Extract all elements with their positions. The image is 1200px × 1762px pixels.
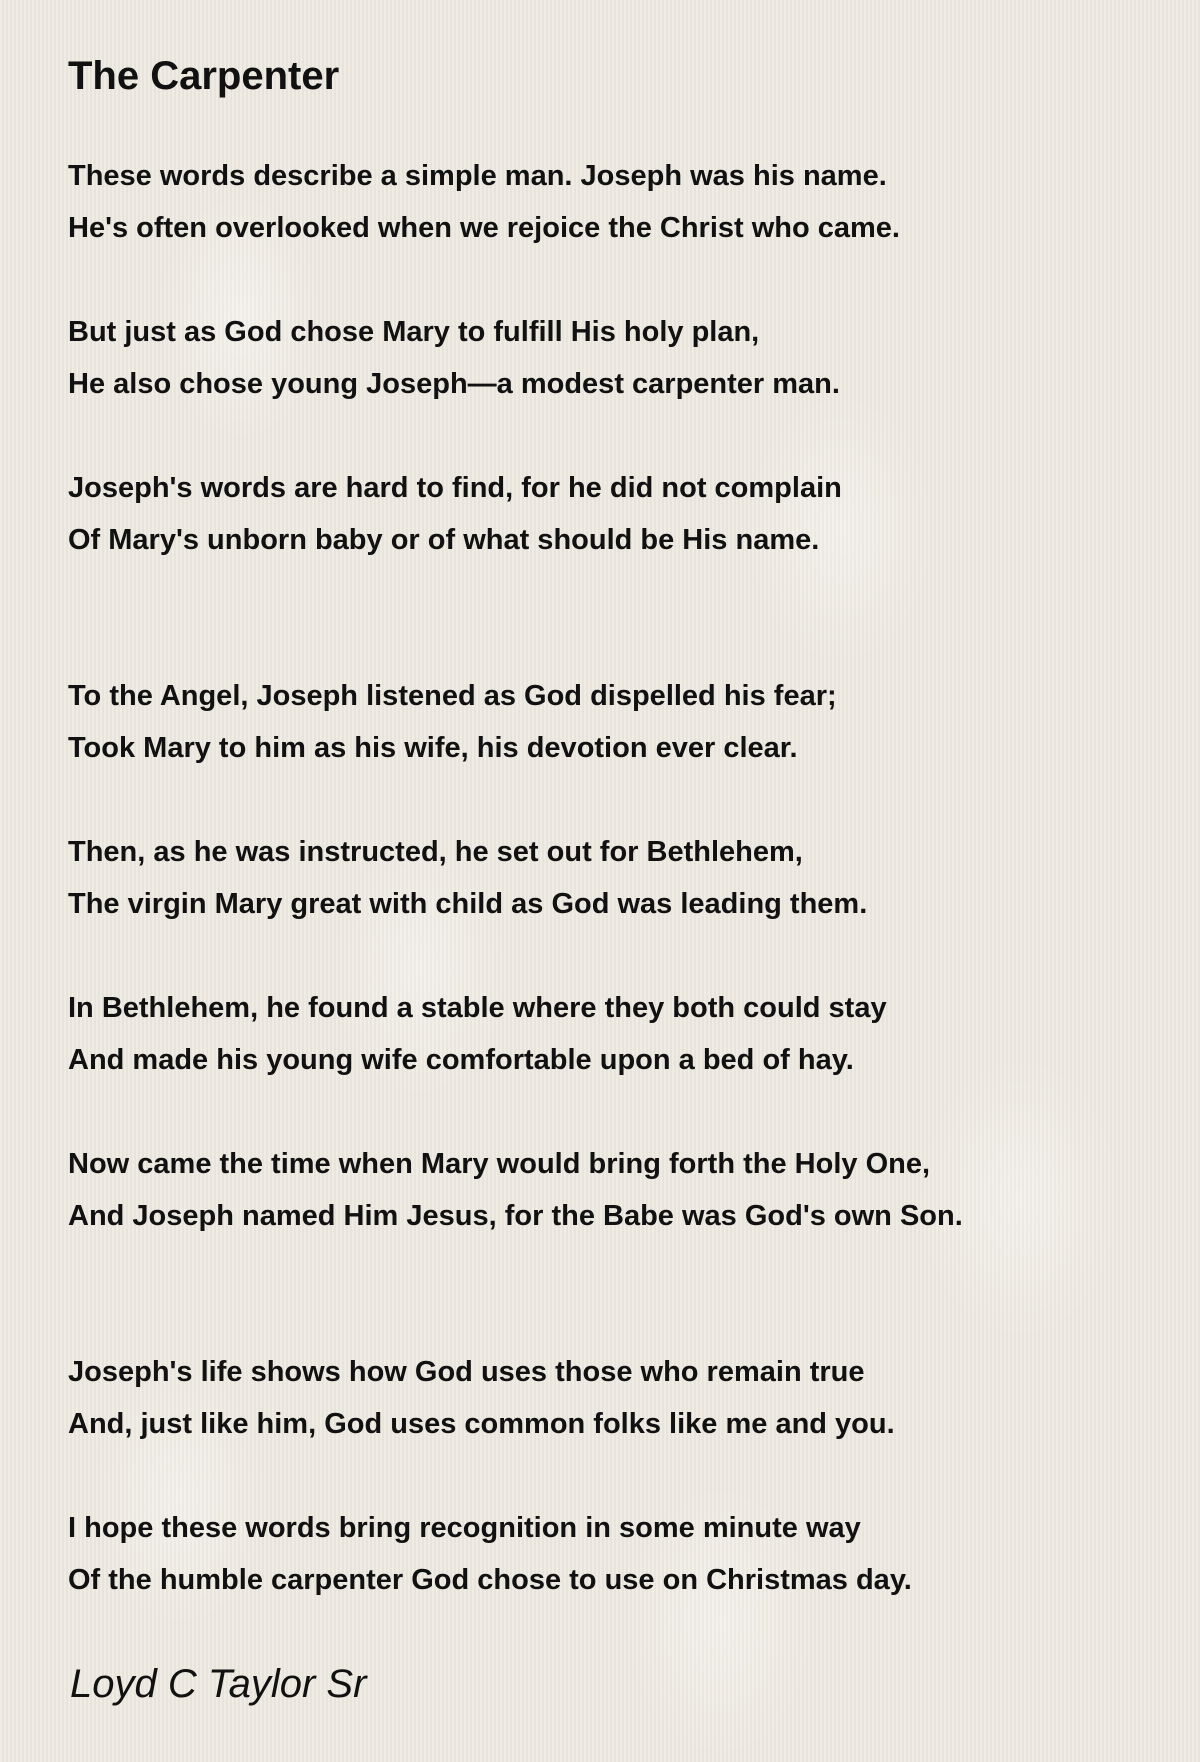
poem-line: And made his young wife comfortable upon a bed of hay.	[68, 1044, 854, 1076]
stanza-8	[68, 1346, 1148, 1450]
stanza-spacer	[68, 774, 1148, 826]
poem-line: Of the humble carpenter God chose to use on Christmas day.	[68, 1564, 912, 1596]
poem-line: These words describe a simple man. Joseph was his name.	[68, 160, 887, 192]
stanza-spacer	[68, 566, 1148, 670]
stanza-9	[68, 1502, 1148, 1606]
stanza-2	[68, 306, 1148, 410]
stanza-spacer	[68, 254, 1148, 306]
stanza-spacer	[68, 1242, 1148, 1346]
poem-line: Joseph's words are hard to find, for he did not complain	[68, 472, 842, 504]
poem-line: Of Mary's unborn baby or of what should be His name.	[68, 524, 820, 556]
stanza-spacer	[68, 930, 1148, 982]
poem-line: He also chose young Joseph—a modest carpenter man.	[68, 368, 840, 400]
poem-line: He's often overlooked when we rejoice the Christ who came.	[68, 212, 900, 244]
stanza-spacer	[68, 410, 1148, 462]
poem-line: But just as God chose Mary to fulfill His holy plan,	[68, 316, 760, 348]
poem-line: Then, as he was instructed, he set out for Bethlehem,	[68, 836, 803, 868]
stanza-6	[68, 982, 1148, 1086]
stanza-1	[68, 150, 1148, 254]
stanza-5	[68, 826, 1148, 930]
poem-line: Now came the time when Mary would bring forth the Holy One,	[68, 1148, 931, 1180]
poem-line: Joseph's life shows how God uses those who remain true	[68, 1356, 865, 1388]
poem-line: To the Angel, Joseph listened as God dispelled his fear;	[68, 680, 837, 712]
poem-line: In Bethlehem, he found a stable where they both could stay	[68, 992, 887, 1024]
poem-title: The Carpenter	[68, 54, 340, 98]
poem-line: The virgin Mary great with child as God was leading them.	[68, 888, 868, 920]
stanza-spacer	[68, 1086, 1148, 1138]
stanza-4	[68, 670, 1148, 774]
poem-line: I hope these words bring recognition in some minute way	[68, 1512, 861, 1544]
stanza-3	[68, 462, 1148, 566]
stanza-spacer	[68, 1450, 1148, 1502]
poem-line: Took Mary to him as his wife, his devotion ever clear.	[68, 732, 798, 764]
stanza-7	[68, 1138, 1148, 1242]
poem-author: Loyd C Taylor Sr	[70, 1662, 367, 1706]
poem-line: And Joseph named Him Jesus, for the Babe was God's own Son.	[68, 1200, 963, 1232]
poem-container	[68, 52, 1148, 1606]
poem-line: And, just like him, God uses common folks like me and you.	[68, 1408, 895, 1440]
